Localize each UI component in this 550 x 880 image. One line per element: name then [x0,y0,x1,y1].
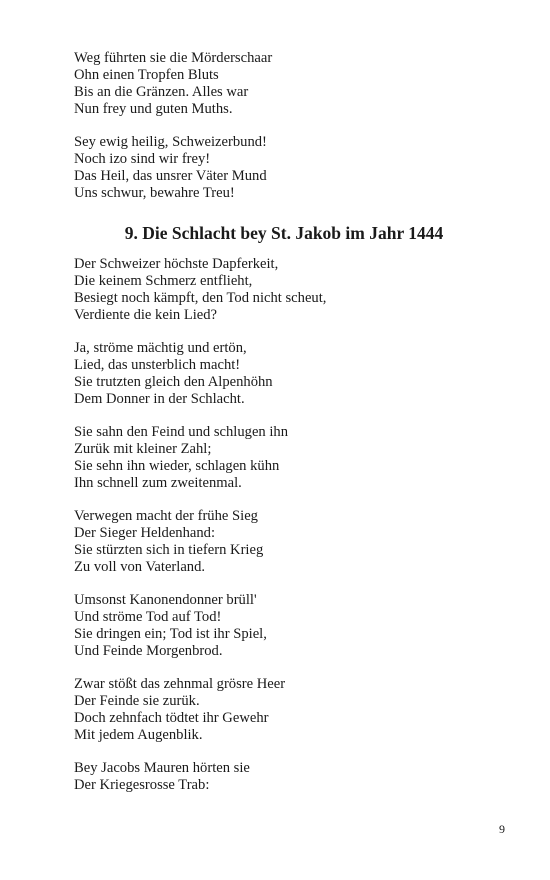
verse-line: Der Kriegesrosse Trab: [74,777,210,793]
verse-line: Zu voll von Vaterland. [74,559,206,575]
verse-line: Verwegen macht der frühe Sieg [74,508,258,524]
verse-line: Noch izo sind wir frey! [74,151,211,167]
stanza [74,50,494,118]
stanza [74,134,494,202]
verse-line: Verdiente die kein Lied? [74,307,218,323]
verse-line: Zwar stößt das zehnmal grösre Heer [74,676,286,692]
verse-line: Sie stürzten sich in tiefern Krieg [74,542,264,558]
verse-line: Umsonst Kanonendonner brüll' [74,592,257,608]
verse-line: Doch zehnfach tödtet ihr Gewehr [74,710,269,726]
stanza [74,592,494,660]
verse-line: Weg führten sie die Mörderschaar [74,50,273,66]
stanza [74,760,494,794]
verse-line: Bey Jacobs Mauren hörten sie [74,760,250,776]
verse-line: Ja, ströme mächtig und ertön, [74,340,247,356]
page-number: 9 [499,822,505,836]
verse-line: Ohn einen Tropfen Bluts [74,67,219,83]
verse-line: Zurük mit kleiner Zahl; [74,441,212,457]
stanza [74,256,494,324]
stanza [74,340,494,408]
verse-line: Mit jedem Augenblik. [74,727,203,743]
verse-line: Sie sehn ihn wieder, schlagen kühn [74,458,280,474]
verse-line: Lied, das unsterblich macht! [74,357,241,373]
verse-line: Besiegt noch kämpft, den Tod nicht scheut, [74,290,327,306]
verse-line: Der Schweizer höchste Dapferkeit, [74,256,279,272]
verse-line: Und Feinde Morgenbrod. [74,643,223,659]
verse-line: Sie dringen ein; Tod ist ihr Spiel, [74,626,267,642]
verse-line: Sey ewig heilig, Schweizerbund! [74,134,267,150]
verse-line: Sie sahn den Feind und schlugen ihn [74,424,289,440]
verse-line: Ihn schnell zum zweitenmal. [74,475,242,491]
stanza [74,424,494,492]
verse-line: Das Heil, das unsrer Väter Mund [74,168,267,184]
stanza [74,676,494,744]
verse-line: Bis an die Gränzen. Alles war [74,84,249,100]
verse-line: Dem Donner in der Schlacht. [74,391,245,407]
verse-line: Die keinem Schmerz entflieht, [74,273,253,289]
section-title: 9. Die Schlacht bey St. Jakob im Jahr 1444 [124,223,444,243]
verse-line: Der Feinde sie zurük. [74,693,200,709]
verse-line: Sie trutzten gleich den Alpenhöhn [74,374,273,390]
page-content [74,50,494,810]
verse-line: Der Sieger Heldenhand: [74,525,216,541]
verse-line: Nun frey und guten Muths. [74,101,233,117]
verse-line: Und ströme Tod auf Tod! [74,609,222,625]
stanza [74,508,494,576]
verse-line: Uns schwur, bewahre Treu! [74,185,235,201]
